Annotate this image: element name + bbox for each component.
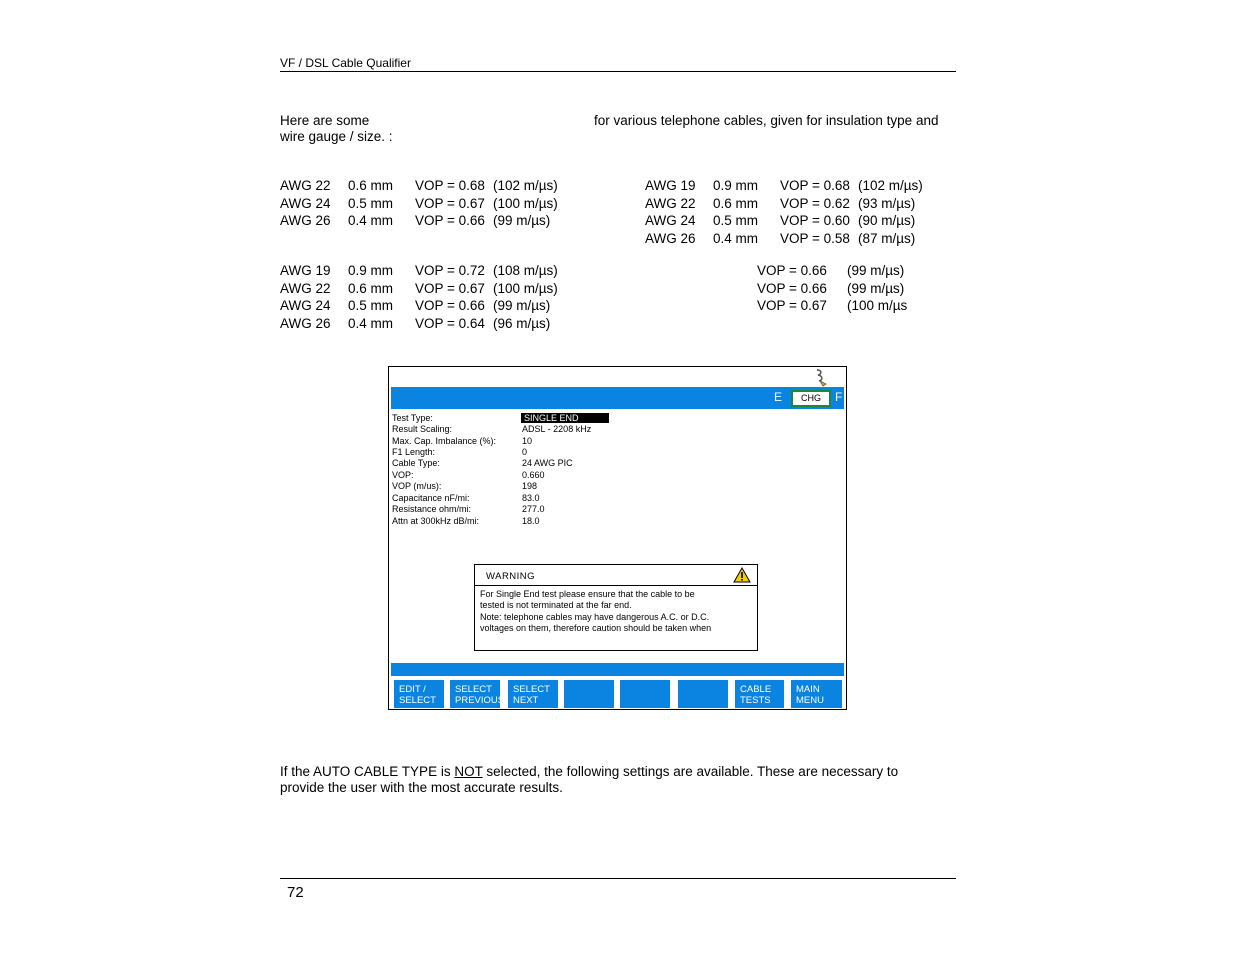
field-label: Test Type:	[392, 413, 433, 423]
propagation-speed: (102 m/µs)	[493, 178, 558, 193]
field-value-selected[interactable]: SINGLE END	[521, 413, 609, 423]
intro-line1-left: Here are some	[280, 113, 370, 128]
wire-diameter: 0.6 mm	[713, 195, 759, 211]
running-header: VF / DSL Cable Qualifier	[280, 56, 411, 70]
function-key-label: CABLE TESTS	[740, 684, 772, 706]
vop-value: VOP = 0.68	[415, 178, 485, 193]
wire-diameter: 0.5 mm	[348, 298, 394, 313]
outro-text-b: selected, the following settings are available. These are necessary to	[486, 764, 899, 779]
awg-gauge: AWG 22	[645, 195, 696, 211]
function-key-5[interactable]	[620, 680, 670, 708]
function-key-label: SELECT NEXT	[513, 684, 550, 706]
warning-line: voltages on them, therefore caution should be taken when	[480, 622, 712, 633]
function-key-8[interactable]	[791, 680, 842, 708]
vop-value: VOP = 0.67	[757, 298, 827, 313]
warning-title: WARNING	[486, 571, 536, 582]
propagation-speed: (87 m/µs)	[858, 230, 916, 246]
vop-value: VOP = 0.64	[415, 315, 485, 331]
page-number: 72	[287, 884, 304, 901]
field-value[interactable]: 277.0	[522, 504, 545, 514]
wire-diameter: 0.6 mm	[348, 280, 394, 296]
awg-gauge: AWG 24	[280, 195, 331, 211]
message-bar	[391, 663, 844, 676]
vop-value: VOP = 0.66	[757, 280, 827, 296]
awg-gauge: AWG 26	[645, 230, 696, 246]
field-label: VOP:	[392, 470, 414, 480]
field-label: VOP (m/us):	[392, 481, 442, 491]
field-value[interactable]: 0	[522, 447, 528, 457]
propagation-speed: (93 m/µs)	[858, 195, 916, 211]
device-screen	[388, 366, 847, 710]
function-key-1[interactable]	[394, 680, 444, 708]
propagation-speed: (90 m/µs)	[858, 213, 916, 228]
field-value[interactable]: ADSL - 2208 kHz	[522, 424, 592, 434]
outro-line1	[280, 764, 954, 780]
outro-line2: provide the user with the most accurate results.	[280, 780, 563, 795]
propagation-speed: (100 m/µs)	[493, 280, 558, 296]
probe-icon	[813, 369, 829, 387]
propagation-speed: (96 m/µs)	[493, 315, 551, 331]
field-label: Result Scaling:	[392, 424, 453, 434]
warning-icon	[733, 567, 751, 583]
function-key-3[interactable]	[508, 680, 558, 708]
battery-e-label: E	[774, 390, 783, 404]
warning-dialog	[474, 564, 758, 651]
vop-value: VOP = 0.58	[780, 230, 850, 246]
field-label: Resistance ohm/mi:	[392, 504, 472, 514]
awg-gauge: AWG 26	[280, 213, 331, 228]
function-key-7[interactable]	[735, 680, 784, 708]
charge-indicator: CHG	[791, 390, 831, 407]
vop-value: VOP = 0.66	[415, 213, 485, 228]
awg-gauge: AWG 22	[280, 280, 331, 296]
footer-rule	[280, 878, 956, 879]
field-label: Capacitance nF/mi:	[392, 493, 470, 503]
field-value[interactable]: 10	[522, 436, 533, 446]
intro-line2: wire gauge / size. :	[280, 129, 393, 144]
propagation-speed: (100 m/µs	[847, 298, 908, 313]
awg-gauge: AWG 22	[280, 178, 331, 193]
function-key-label: SELECT PREVIOUS	[455, 684, 505, 706]
vop-value: VOP = 0.67	[415, 280, 485, 296]
field-label: Max. Cap. Imbalance (%):	[392, 436, 497, 446]
awg-gauge: AWG 24	[280, 298, 331, 313]
vop-value: VOP = 0.62	[780, 195, 850, 211]
outro-text-a: If the AUTO CABLE TYPE is	[280, 764, 451, 779]
propagation-speed: (99 m/µs)	[493, 298, 551, 313]
wire-diameter: 0.4 mm	[348, 213, 394, 228]
vop-value: VOP = 0.68	[780, 178, 850, 193]
field-value[interactable]: 198	[522, 481, 538, 491]
wire-diameter: 0.4 mm	[713, 230, 759, 246]
function-key-4[interactable]	[564, 680, 614, 708]
propagation-speed: (99 m/µs)	[493, 213, 551, 228]
wire-diameter: 0.9 mm	[348, 263, 394, 278]
wire-diameter: 0.9 mm	[713, 178, 759, 193]
propagation-speed: (99 m/µs)	[847, 280, 905, 296]
field-label: Cable Type:	[392, 458, 440, 468]
field-value[interactable]: 0.660	[522, 470, 545, 480]
propagation-speed: (99 m/µs)	[847, 263, 905, 278]
awg-gauge: AWG 19	[280, 263, 331, 278]
field-value[interactable]: 83.0	[522, 493, 540, 503]
warning-line: tested is not terminated at the far end.	[480, 600, 632, 611]
outro-not-emphasis: NOT	[454, 764, 483, 779]
vop-value: VOP = 0.60	[780, 213, 850, 228]
function-key-label: MAIN MENU	[796, 684, 824, 706]
vop-value: VOP = 0.66	[757, 263, 827, 278]
propagation-speed: (108 m/µs)	[493, 263, 558, 278]
field-label: Attn at 300kHz dB/mi:	[392, 516, 480, 526]
field-label: F1 Length:	[392, 447, 436, 457]
vop-value: VOP = 0.72	[415, 263, 485, 278]
propagation-speed: (100 m/µs)	[493, 195, 558, 211]
status-bar	[391, 387, 844, 409]
awg-gauge: AWG 19	[645, 178, 696, 193]
header-rule	[280, 71, 956, 72]
function-key-2[interactable]	[450, 680, 505, 708]
field-value[interactable]: 18.0	[522, 516, 540, 526]
wire-diameter: 0.5 mm	[348, 195, 394, 211]
awg-gauge: AWG 24	[645, 213, 696, 228]
wire-diameter: 0.4 mm	[348, 315, 394, 331]
battery-f-label: F	[835, 390, 843, 404]
warning-header	[475, 565, 757, 586]
awg-gauge: AWG 26	[280, 315, 331, 331]
vop-value: VOP = 0.66	[415, 298, 485, 313]
intro-line1-right: for various telephone cables, given for insulation type and	[594, 113, 939, 128]
wire-diameter: 0.6 mm	[348, 178, 394, 193]
wire-diameter: 0.5 mm	[713, 213, 759, 228]
vop-value: VOP = 0.67	[415, 195, 485, 211]
function-key-6[interactable]	[678, 680, 728, 708]
function-key-label: EDIT / SELECT	[399, 684, 436, 706]
field-value[interactable]: 24 AWG PIC	[522, 458, 573, 468]
warning-line: Note: telephone cables may have dangerous A.C. or D.C.	[480, 611, 710, 622]
warning-line: For Single End test please ensure that the cable to be	[480, 589, 695, 599]
propagation-speed: (102 m/µs)	[858, 178, 923, 193]
